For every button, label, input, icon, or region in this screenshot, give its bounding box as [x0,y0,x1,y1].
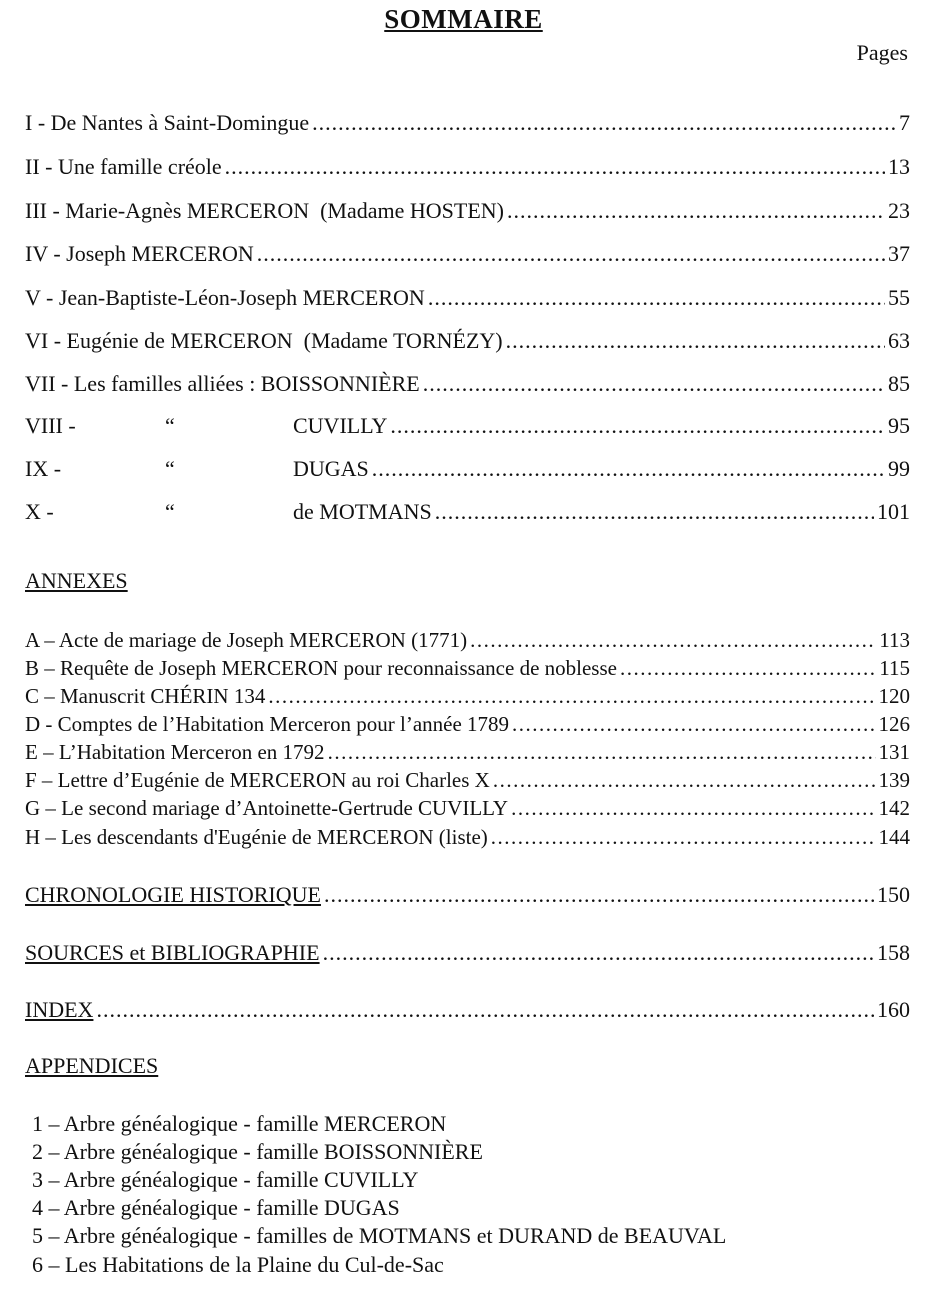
dot-leader [225,153,885,181]
toc-entry-page: 120 [878,684,910,708]
toc-entry-page: 13 [888,154,910,179]
dot-leader [328,739,876,766]
toc-entry-chapter-7[interactable] [25,370,910,398]
toc-entry-index[interactable] [25,996,910,1024]
toc-entry-page: 37 [888,241,910,266]
appendix-item-6[interactable]: 6 – Les Habitations de la Plaine du Cul-de-Sac [32,1252,444,1277]
dot-leader [493,767,876,794]
toc-entry-label: B – Requête de Joseph MERCERON pour reconnaissance de noblesse [25,656,617,680]
toc-entry-label: C – Manuscrit CHÉRIN 134 [25,684,266,708]
ditto-mark: “ [165,499,175,524]
page-title: SOMMAIRE [384,4,543,34]
appendix-item-2[interactable]: 2 – Arbre généalogique - famille BOISSONNIÈRE [32,1139,483,1164]
dot-leader [507,197,885,225]
toc-entry-label: IV - Joseph MERCERON [25,241,254,266]
annex-entry-f[interactable] [25,767,910,794]
dot-leader [324,881,874,909]
toc-entry-chapter-10[interactable] [25,498,910,526]
annex-entry-d[interactable] [25,711,910,738]
toc-entry-chapter-3[interactable] [25,197,910,225]
toc-entry-chapter-4[interactable] [25,240,910,268]
toc-entry-page: 142 [878,796,910,820]
dot-leader [512,711,875,738]
toc-entry-page: 101 [877,499,910,524]
dot-leader [620,655,876,682]
toc-entry-label: D - Comptes de l’Habitation Merceron pour l’année 1789 [25,712,510,736]
toc-entry-label: III - Marie-Agnès MERCERON (Madame HOSTEN) [25,198,505,223]
dot-leader [491,824,876,851]
chapter-number: X - [25,499,54,524]
dot-leader [428,284,885,312]
toc-entry-label: de MOTMANS [293,499,432,524]
toc-entry-page: 131 [878,740,910,764]
toc-entry-chronologie[interactable] [25,881,910,909]
dot-leader [506,327,885,355]
dot-leader [435,498,874,526]
dot-leader [423,370,885,398]
appendices-heading: APPENDICES [25,1053,159,1078]
dot-leader [268,683,875,710]
annex-entry-a[interactable] [25,627,910,654]
toc-entry-page: 139 [878,768,910,792]
appendix-item-3[interactable]: 3 – Arbre généalogique - famille CUVILLY [32,1167,419,1192]
toc-entry-chapter-1[interactable] [25,109,910,137]
toc-entry-label: VII - Les familles alliées : BOISSONNIÈRE [25,371,420,396]
toc-entry-page: 160 [877,997,910,1022]
ditto-mark: “ [165,413,175,438]
toc-entry-label: II - Une famille créole [25,154,222,179]
toc-entry-label: F – Lettre d’Eugénie de MERCERON au roi Charles X [25,768,490,792]
toc-entry-label: INDEX [25,997,94,1022]
toc-entry-label: E – L’Habitation Merceron en 1792 [25,740,325,764]
annexes-heading: ANNEXES [25,568,128,593]
toc-entry-page: 144 [878,825,910,849]
toc-entry-label: G – Le second mariage d’Antoinette-Gertrude CUVILLY [25,796,509,820]
annex-entry-b[interactable] [25,655,910,682]
dot-leader [323,939,874,967]
toc-entry-chapter-6[interactable] [25,327,910,355]
toc-entry-label: CHRONOLOGIE HISTORIQUE [25,882,321,907]
toc-entry-page: 99 [888,456,910,481]
dot-leader [390,412,885,440]
toc-entry-label: V - Jean-Baptiste-Léon-Joseph MERCERON [25,285,425,310]
appendix-item-5[interactable]: 5 – Arbre généalogique - familles de MOTMANS et DURAND de BEAUVAL [32,1223,727,1248]
toc-entry-label: VI - Eugénie de MERCERON (Madame TORNÉZY) [25,328,503,353]
annex-entry-c[interactable] [25,683,910,710]
pages-column-label: Pages [856,40,908,65]
toc-entry-label: SOURCES et BIBLIOGRAPHIE [25,940,320,965]
toc-entry-page: 113 [879,628,910,652]
toc-entry-label: A – Acte de mariage de Joseph MERCERON (1771) [25,628,468,652]
toc-entry-chapter-9[interactable] [25,455,910,483]
dot-leader [470,627,876,654]
toc-entry-page: 7 [899,110,910,135]
toc-entry-page: 126 [878,712,910,736]
toc-entry-chapter-8[interactable] [25,412,910,440]
toc-entry-label: I - De Nantes à Saint-Domingue [25,110,310,135]
toc-entry-chapter-2[interactable] [25,153,910,181]
toc-entry-page: 95 [888,413,910,438]
toc-entry-page: 55 [888,285,910,310]
toc-entry-page: 158 [877,940,910,965]
annex-entry-e[interactable] [25,739,910,766]
annex-entry-h[interactable] [25,824,910,851]
toc-entry-page: 63 [888,328,910,353]
toc-entry-label: DUGAS [293,456,369,481]
dot-leader [96,996,874,1024]
appendix-item-4[interactable]: 4 – Arbre généalogique - famille DUGAS [32,1195,400,1220]
toc-entry-label: CUVILLY [293,413,388,438]
toc-entry-page: 23 [888,198,910,223]
toc-entry-page: 150 [877,882,910,907]
toc-entry-page: 85 [888,371,910,396]
chapter-number: VIII - [25,413,76,438]
annex-entry-g[interactable] [25,795,910,822]
ditto-mark: “ [165,456,175,481]
dot-leader [511,795,875,822]
toc-entry-label: H – Les descendants d'Eugénie de MERCERON (liste) [25,825,488,849]
chapter-number: IX - [25,456,62,481]
toc-entry-chapter-5[interactable] [25,284,910,312]
toc-entry-sources[interactable] [25,939,910,967]
dot-leader [257,240,885,268]
dot-leader [312,109,896,137]
toc-entry-page: 115 [879,656,910,680]
dot-leader [372,455,885,483]
appendix-item-1[interactable]: 1 – Arbre généalogique - famille MERCERON [32,1111,447,1136]
